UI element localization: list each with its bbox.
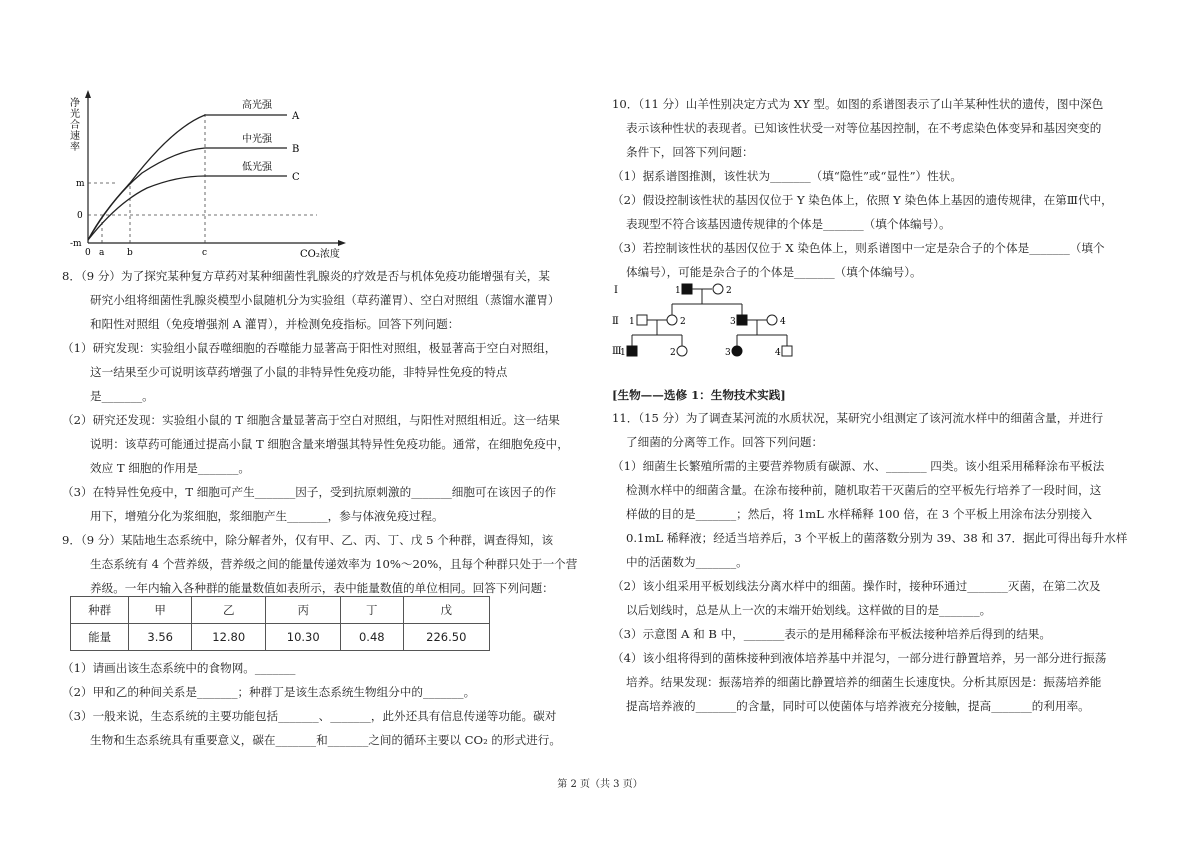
individual-II4-female [767,315,777,325]
y-axis-label-char: 光 [70,109,80,120]
x-axis-label: CO₂浓度 [300,249,340,260]
q8-line: （1）研究发现：实验组小鼠吞噬细胞的吞噬能力显著高于阳性对照组，极显著高于空白对照组， [62,341,557,355]
q9-line: （3）一般来说，生态系统的主要功能包括_______、_______，此外还具有信息传递等功能。碳对 [62,709,557,723]
individual-III2-female [677,346,687,356]
table-cell: 226.50 [403,624,489,651]
q10-line: （3）若控制该性状的基因仅位于 X 染色体上，则系谱图中一定是杂合子的个体是_______（填个 [612,241,1105,255]
y-axis-label-char: 速 [70,131,80,142]
individual-II1-male [637,315,647,325]
q9-line: 生物和生态系统具有重要意义，碳在_______和_______之间的循环主要以 CO₂ 的形式进行。 [90,733,561,747]
table-cell: 种群 [71,597,129,624]
individual-I2-female [713,284,723,294]
individual-I1-affected-male [682,284,692,294]
q11-line: 培养。结果发现：振荡培养的细菌比静置培养的细菌生长速度快。分析其原因是：振荡培养能 [626,675,1102,689]
q10-line: （2）假设控制该性状的基因仅位于 Y 染色体上，依照 Y 染色体上基因的遗传规律，在第Ⅲ代中， [612,193,1113,207]
q11-line: 检测水样中的细菌含量。在涂布接种前，随机取若干灭菌后的空平板先行培养了一段时间，这 [626,483,1102,497]
q8-line: 和阳性对照组（免疫增强剂 A 灌胃），并检测免疫指标。回答下列问题： [90,317,460,331]
q11-line: 以后划线时，总是从上一次的末端开始划线。这样做的目的是_______。 [626,603,992,617]
page-footer: 第 2 页（共 3 页） [557,779,643,790]
gen-label-1: Ⅰ [614,285,618,296]
q10-line: 体编号），可能是杂合子的个体是_______（填个体编号）。 [626,265,922,279]
pedigree-chart [612,280,812,364]
q8-line: （3）在特异性免疫中，T 细胞可产生_______因子，受到抗原刺激的_______细胞可在该因子的作 [62,485,557,499]
q9-line: （2）甲和乙的种间关系是_______；种群丁是该生态系统生物组分中的_______。 [62,685,476,699]
table-cell: 3.56 [129,624,192,651]
q8-line: 研究小组将细菌性乳腺炎模型小鼠随机分为实验组（草药灌胃）、空白对照组（蒸馏水灌胃） [90,293,560,307]
photosynthesis-graph [62,88,382,260]
individual-II2-female [667,315,677,325]
gen-label-3: Ⅲ [612,346,622,357]
q8-line: 说明：该草药可能通过提高小鼠 T 细胞含量来增强其特异性免疫功能。通常，在细胞免疫中， [90,437,569,451]
curve-tag-a: A [292,111,300,122]
q11-line: （2）该小组采用平板划线法分离水样中的细菌。操作时，接种环通过_______灭菌，在第二次及 [612,579,1101,593]
ind-label: 1 [629,317,635,327]
curve-tag-b: B [292,144,300,155]
curve-tag-c: C [292,172,300,183]
curve-label-low: 低光强 [242,162,272,173]
curve-label-high: 高光强 [242,100,272,111]
q9-line: 生态系统有 4 个营养级，营养级之间的能量传递效率为 10%～20%，且每个种群只处于一个营 [90,557,578,571]
q9-line: 养级。一年内输入各种群的能量数值如表所示，表中能量数值的单位相同。回答下列问题： [90,581,554,595]
y-tick-neg-m: -m [70,239,82,249]
individual-III1-affected-male [627,346,637,356]
table-row [71,597,490,624]
x-tick-a: a [99,248,105,258]
q8-line: 这一结果至少可说明该草药增强了小鼠的非特异性免疫功能，非特异性免疫的特点 [90,365,508,379]
y-tick-0: 0 [77,211,83,221]
ind-label: 2 [670,348,676,358]
curve-low [88,176,287,240]
ind-label: 4 [780,317,786,327]
q11-line: 中的活菌数为_______。 [626,555,748,569]
individual-II3-affected-male [737,315,747,325]
table-cell: 能量 [71,624,129,651]
gen-label-2: Ⅱ [612,316,619,327]
ind-label: 1 [620,348,626,358]
table-cell: 10.30 [266,624,341,651]
table-cell: 丙 [266,597,341,624]
individual-III3-affected-female [732,346,742,356]
section-heading: [生物——选修 1：生物技术实践] [612,388,786,402]
q10-line: 10．（11 分）山羊性别决定方式为 XY 型。如图的系谱图表示了山羊某种性状的遗传，图中深色 [612,97,1104,111]
x-tick-0: 0 [85,248,91,258]
q11-line: （3）示意图 A 和 B 中，_______表示的是用稀释涂布平板法接种培养后得到的结果。 [612,627,1051,641]
q11-line: 了细菌的分离等工作。回答下列问题： [626,435,824,449]
q11-line: 11．（15 分）为了调查某河流的水质状况，某研究小组测定了该河流水样中的细菌含量，并进行 [612,411,1104,425]
ind-label: 1 [675,286,681,296]
q11-line: 样做的目的是_______；然后，将 1mL 水样稀释 100 倍，在 3 个平板上用涂布法分别接入 [626,507,1093,521]
q11-line: （1）细菌生长繁殖所需的主要营养物质有碳源、水、_______ 四类。该小组采用稀释涂布平板法 [612,459,1105,473]
q8-line: 用下，增殖分化为浆细胞，浆细胞产生_______，参与体液免疫过程。 [90,509,444,523]
q10-line: 表现型不符合该基因遗传规律的个体是_______（填个体编号）。 [626,217,951,231]
q10-line: 表示该种性状的表现者。已知该性状受一对等位基因控制，在不考虑染色体变异和基因突变的 [626,121,1102,135]
y-axis-label-char: 净 [70,98,80,109]
ind-label: 2 [680,317,686,327]
ind-label: 3 [730,317,736,327]
table-cell: 乙 [191,597,266,624]
table-cell: 丁 [340,597,403,624]
ind-label: 3 [725,348,731,358]
table-row [71,624,490,651]
energy-table [70,596,490,651]
y-axis-label-char: 率 [70,142,80,153]
ind-label: 4 [775,348,781,358]
q11-line: 0.1mL 稀释液；经适当培养后，3 个平板上的菌落数分别为 39、38 和 37．据此可得出每升水样 [626,531,1128,545]
q11-line: （4）该小组将得到的菌株接种到液体培养基中并混匀，一部分进行静置培养，另一部分进行振荡 [612,651,1107,665]
q10-line: 条件下，回答下列问题： [626,145,754,159]
ind-label: 2 [726,286,732,296]
y-axis-label [70,96,80,153]
y-axis-label-char: 合 [70,120,80,131]
table-cell: 12.80 [191,624,266,651]
table-cell: 0.48 [340,624,403,651]
table-cell: 甲 [129,597,192,624]
x-tick-c: c [202,248,208,258]
q8-line: （2）研究还发现：实验组小鼠的 T 细胞含量显著高于空白对照组，与阳性对照组相近。这一结果 [62,413,560,427]
x-tick-b: b [127,248,133,258]
q10-line: （1）据系谱图推测，该性状为_______（填“隐性”或“显性”）性状。 [612,169,962,183]
q11-line: 提高培养液的_______的含量，同时可以使菌体与培养液充分接触，提高_______的利用率。 [626,699,1090,713]
q8-line: 8．（9 分）为了探究某种复方草药对某种细菌性乳腺炎的疗效是否与机体免疫功能增强有关，某 [62,269,550,283]
y-tick-m: m [76,179,85,189]
curve-label-mid: 中光强 [242,134,272,145]
q8-line: 效应 T 细胞的作用是_______。 [90,461,251,475]
q9-line: 9．（9 分）某陆地生态系统中，除分解者外，仅有甲、乙、丙、丁、戊 5 个种群，调查得知，该 [62,533,554,547]
q8-line: 是_______。 [90,389,154,403]
q9-line: （1）请画出该生态系统中的食物网。_______ [62,661,296,675]
individual-III4-male [782,346,792,356]
table-cell: 戊 [403,597,489,624]
